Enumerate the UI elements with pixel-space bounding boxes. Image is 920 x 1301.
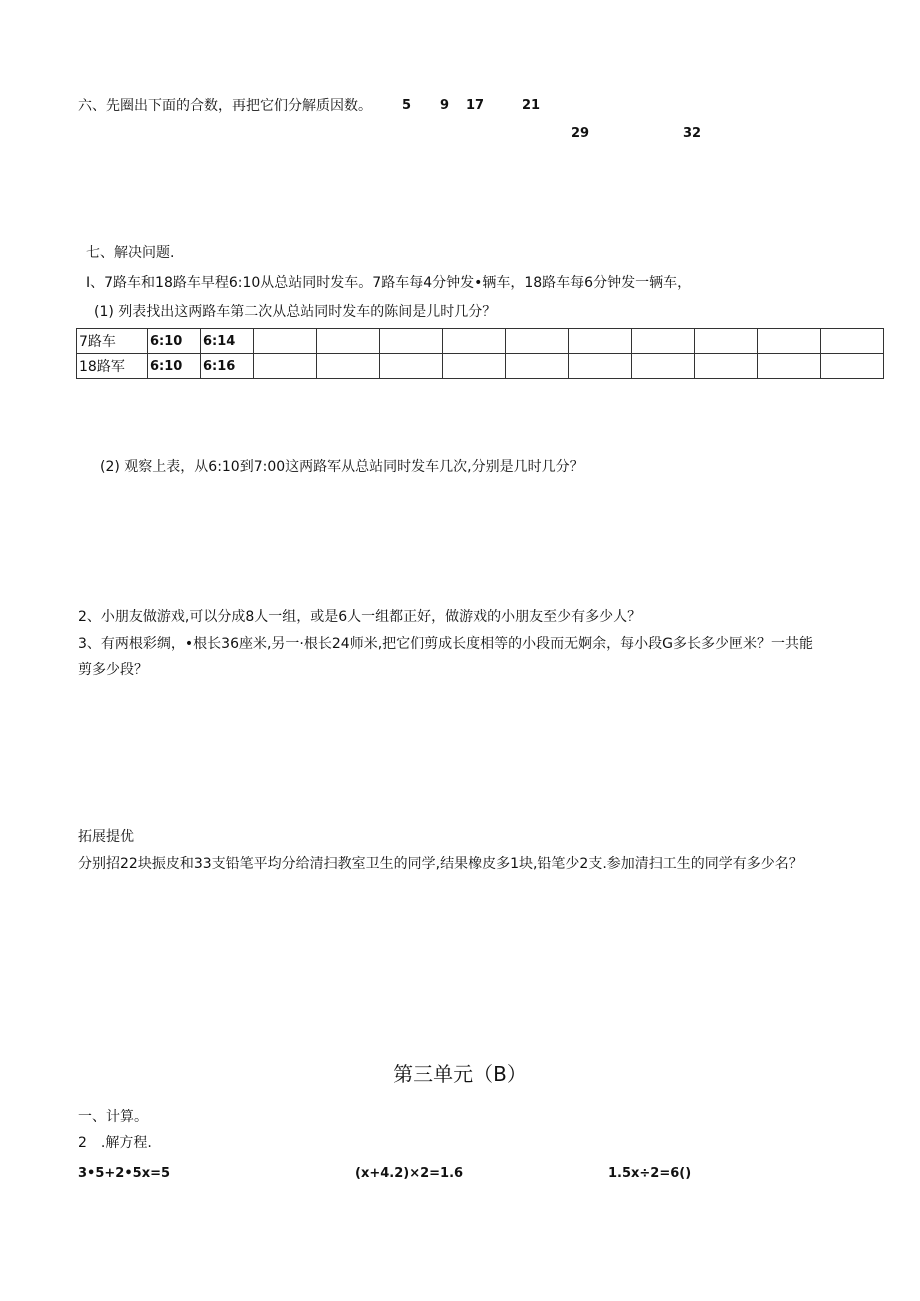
table-cell: 6:14: [201, 329, 254, 354]
row-label-route7: 7路车: [77, 329, 148, 354]
row-label-route18: 18路军: [77, 354, 148, 379]
empty-cell[interactable]: [632, 354, 695, 379]
empty-cell[interactable]: [317, 354, 380, 379]
empty-cell[interactable]: [695, 354, 758, 379]
question-2: 2、小朋友做游戏,可以分成8人一组，或是6人一组都正好，做游戏的小朋友至少有多少人？: [78, 609, 642, 625]
empty-cell[interactable]: [695, 329, 758, 354]
bus-schedule-table: [76, 328, 884, 379]
number-21: 21: [522, 98, 541, 113]
empty-cell[interactable]: [569, 354, 632, 379]
question-3-line2: 剪多少段？: [78, 662, 148, 678]
table-cell: 6:16: [201, 354, 254, 379]
calc-heading: 一、计算。: [78, 1109, 148, 1125]
empty-cell[interactable]: [758, 354, 821, 379]
section7-heading: 七、解决问题.: [86, 245, 175, 261]
number-9: 9: [440, 98, 450, 113]
table-row: [77, 354, 884, 379]
empty-cell[interactable]: [506, 354, 569, 379]
empty-cell[interactable]: [569, 329, 632, 354]
section6-heading: 六、先圈出下面的合数，再把它们分解质因数。: [78, 98, 372, 114]
empty-cell[interactable]: [380, 354, 443, 379]
table-cell: 6:10: [148, 354, 201, 379]
number-32: 32: [683, 126, 702, 141]
empty-cell[interactable]: [254, 354, 317, 379]
empty-cell[interactable]: [443, 329, 506, 354]
empty-cell[interactable]: [821, 329, 884, 354]
table-row: [77, 329, 884, 354]
equation-2: (x+4.2)×2=1.6: [355, 1166, 464, 1181]
empty-cell[interactable]: [443, 354, 506, 379]
empty-cell[interactable]: [632, 329, 695, 354]
question-1-part2: (2) 观察上表，从6:10到7:00这两路军从总站同时发车几次,分别是几时几分？: [100, 459, 584, 475]
number-5: 5: [402, 98, 412, 113]
empty-cell[interactable]: [821, 354, 884, 379]
extension-question: 分别招22块振皮和33支铅笔平均分给清扫教室卫生的同学,结果橡皮多1块,铅笔少2支.参加清扫工生的同学有多少名？: [78, 856, 803, 872]
equation-1: 3•5+2•5x=5: [78, 1166, 171, 1181]
empty-cell[interactable]: [506, 329, 569, 354]
empty-cell[interactable]: [317, 329, 380, 354]
empty-cell[interactable]: [254, 329, 317, 354]
empty-cell[interactable]: [758, 329, 821, 354]
question-1: I、7路车和18路车早程6:10从总站同时发车。7路车每4分钟发•辆车，18路车每6分钟发一辆车，: [86, 275, 692, 291]
question-1-part1: (1) 列表找出这两路车第二次从总站同时发车的陈间是儿时几分？: [94, 304, 497, 320]
solve-heading: 2 .解方程.: [78, 1135, 152, 1151]
number-29: 29: [571, 126, 590, 141]
extension-heading: 拓展提优: [78, 829, 134, 845]
number-17: 17: [466, 98, 485, 113]
question-3-line1: 3、有两根彩绸，•根长36座米,另一·根长24师米,把它们剪成长度相等的小段而无婀余，每小段G多长多少匣米？一共能: [78, 636, 813, 652]
empty-cell[interactable]: [380, 329, 443, 354]
table-cell: 6:10: [148, 329, 201, 354]
equation-3: 1.5x÷2=6(): [608, 1166, 692, 1181]
unit-title: 第三单元（B）: [393, 1062, 527, 1086]
